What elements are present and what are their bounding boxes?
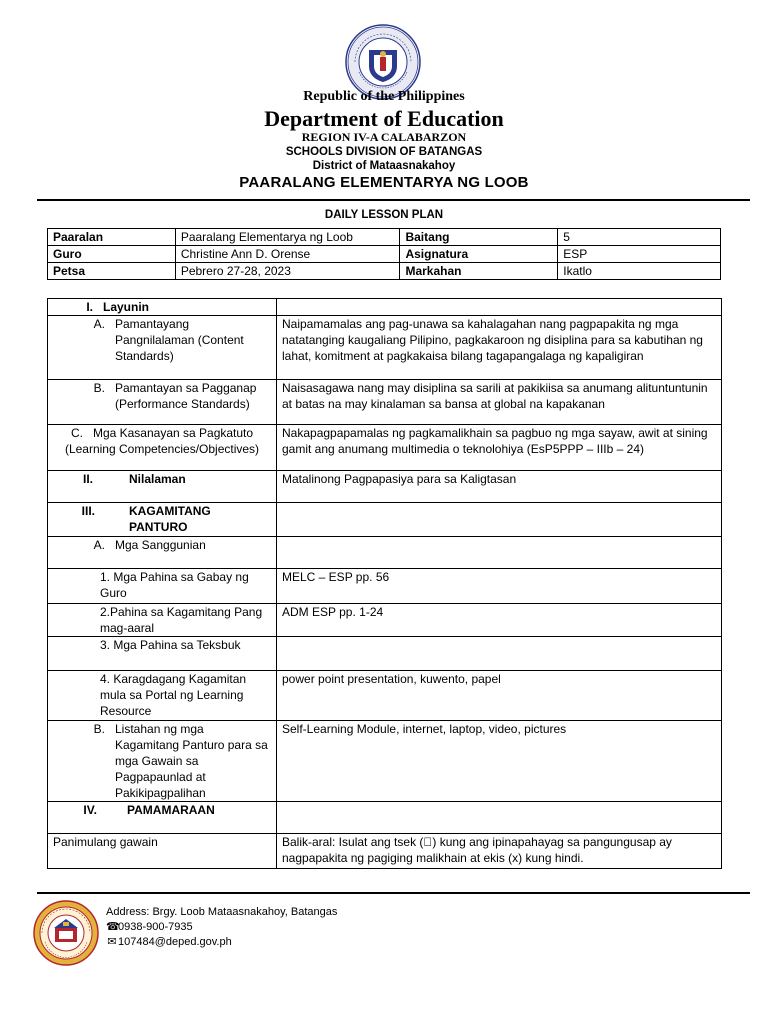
phone-icon: ☎ — [106, 921, 120, 933]
performance-standards-value: Naisasagawa nang may disiplina sa sarili at pakikiisa sa anumang alituntuntunin at batas na may kinalaman sa bansa at global na kapakanan — [277, 380, 722, 425]
content-standards-label: A. Pamantayang Pangnilalaman (Content Standards) — [48, 316, 277, 380]
section-layunin: I. Layunin — [48, 299, 277, 316]
info-row — [48, 246, 721, 263]
gabay-guro-value: MELC – ESP pp. 56 — [277, 569, 722, 604]
table-row — [48, 637, 722, 671]
listahan-value: Self-Learning Module, internet, laptop, video, pictures — [277, 721, 722, 802]
table-row — [48, 425, 722, 471]
table-row — [48, 503, 722, 537]
division-line: SCHOOLS DIVISION OF BATANGAS — [285, 146, 483, 158]
info-row — [48, 263, 721, 280]
table-row — [48, 569, 722, 604]
info-value: Christine Ann D. Orense — [175, 246, 400, 263]
document-title: DAILY LESSON PLAN — [324, 209, 444, 221]
table-row — [48, 671, 722, 721]
competencies-label: C. Mga Kasanayan sa Pagkatuto (Learning Competencies/Objectives) — [48, 425, 277, 471]
info-value: Pebrero 27-28, 2023 — [175, 263, 400, 280]
table-row — [48, 299, 722, 316]
info-key: Guro — [48, 246, 176, 263]
region-line: REGION IV-A CALABARZON — [301, 130, 467, 144]
info-key: Asignatura — [400, 246, 558, 263]
department-title: Department of Education — [264, 106, 504, 131]
footer-email: ✉107484@deped.gov.ph — [107, 936, 232, 948]
lesson-plan-table — [47, 298, 722, 869]
teksbuk-label: 3. Mga Pahina sa Teksbuk — [48, 637, 277, 671]
header-divider — [37, 199, 750, 201]
info-key: Paaralan — [48, 229, 176, 246]
section-pamamaraan: IV. PAMAMARAAN — [48, 802, 277, 834]
table-row — [48, 802, 722, 834]
info-value: 5 — [558, 229, 721, 246]
info-value: Ikatlo — [558, 263, 721, 280]
envelope-icon: ✉ — [107, 936, 117, 948]
kagamitang-magaaral-value: ADM ESP pp. 1-24 — [277, 604, 722, 637]
info-key: Petsa — [48, 263, 176, 280]
table-row — [48, 316, 722, 380]
listahan-label: B. Listahan ng mga Kagamitang Panturo para sa mga Gawain sa Pagpapaunlad at Pakikipagpalihan — [48, 721, 277, 802]
info-key: Markahan — [400, 263, 558, 280]
gabay-guro-label: 1. Mga Pahina sa Gabay ng Guro — [48, 569, 277, 604]
info-row — [48, 229, 721, 246]
school-seal-logo — [33, 900, 99, 966]
section-nilalaman: II. Nilalaman — [48, 471, 277, 503]
info-table — [47, 228, 721, 280]
portal-resource-label: 4. Karagdagang Kagamitan mula sa Portal ng Learning Resource — [48, 671, 277, 721]
performance-standards-label: B. Pamantayan sa Pagganap (Performance Standards) — [48, 380, 277, 425]
footer-address: Address: Brgy. Loob Mataasnakahoy, Batangas — [106, 906, 338, 918]
kagamitang-magaaral-label: 2.Pahina sa Kagamitang Pang mag-aaral — [48, 604, 277, 637]
panimula-label: Panimulang gawain — [48, 834, 277, 869]
info-value: Paaralang Elementarya ng Loob — [175, 229, 400, 246]
table-row — [48, 604, 722, 637]
republic-line: Republic of the Philippines — [303, 89, 465, 104]
content-standards-value: Naipamamalas ang pag-unawa sa kahalagahan nang pagpapakita ng mga natatanging kaugaliang Pilipino, pagkakaroon ng disiplina para sa kabutihan ng lahat, komitment at pagkakaisa bilang tagapangalaga ng kapaligiran — [277, 316, 722, 380]
school-name: PAARALANG ELEMENTARYA NG LOOB — [239, 174, 529, 191]
info-value: ESP — [558, 246, 721, 263]
table-row — [48, 537, 722, 569]
info-key: Baitang — [400, 229, 558, 246]
table-row — [48, 834, 722, 869]
footer-divider — [37, 892, 750, 894]
section-kagamitan: III. KAGAMITANG PANTURO — [48, 503, 277, 537]
table-row — [48, 471, 722, 503]
district-line: District of Mataasnakahoy — [312, 160, 456, 172]
footer-phone: ☎0938-900-7935 — [106, 921, 193, 933]
sanggunian-label: A. Mga Sanggunian — [48, 537, 277, 569]
table-row — [48, 380, 722, 425]
panimula-value: Balik-aral: Isulat ang tsek (⃓) kung ang ipinapahayag sa pangungusap ay nagpapakita ng pagiging malikhain at ekis (x) kung hindi. — [277, 834, 722, 869]
table-row — [48, 721, 722, 802]
teksbuk-value — [277, 637, 722, 671]
competencies-value: Nakapagpapamalas ng pagkamalikhain sa pagbuo ng mga sayaw, awit at sining gamit ang anumang multimedia o teknolohiya (EsP5PPP – IIIb – 24) — [277, 425, 722, 471]
nilalaman-value: Matalinong Pagpapasiya para sa Kaligtasan — [277, 471, 722, 503]
portal-resource-value: power point presentation, kuwento, papel — [277, 671, 722, 721]
